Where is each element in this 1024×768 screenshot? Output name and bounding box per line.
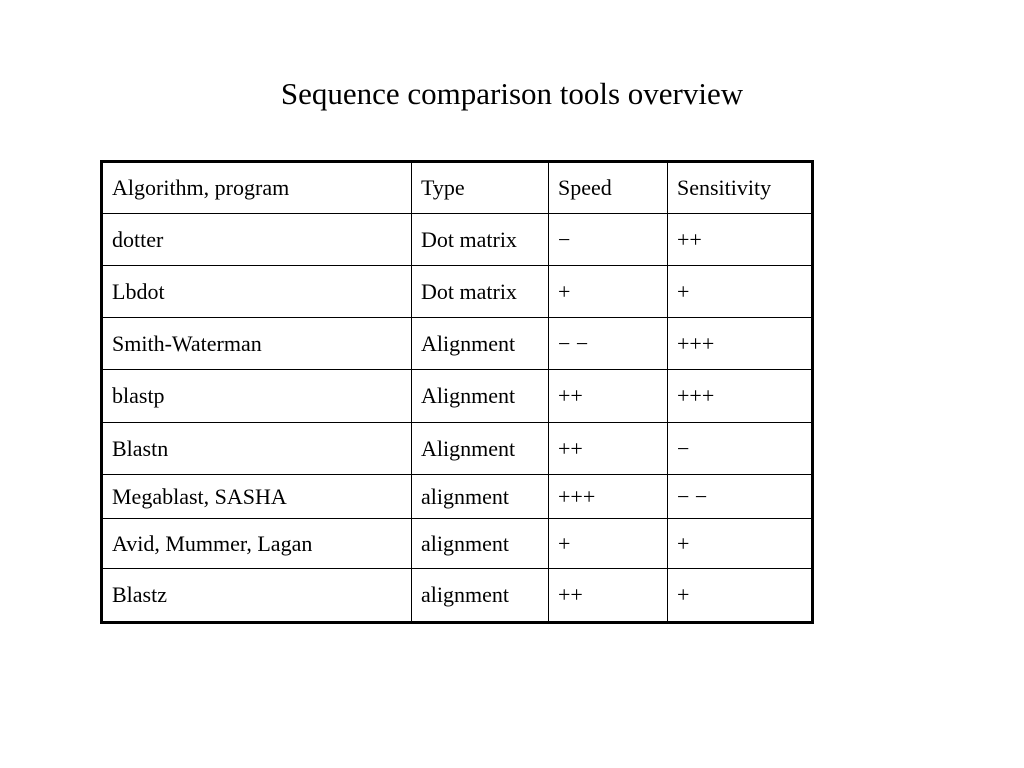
column-header-sensitivity: Sensitivity bbox=[668, 162, 813, 214]
cell-algorithm: dotter bbox=[102, 214, 412, 266]
table-row bbox=[102, 370, 813, 423]
cell-sensitivity: +++ bbox=[668, 318, 813, 370]
cell-type: Alignment bbox=[412, 318, 549, 370]
table-row bbox=[102, 318, 813, 370]
cell-speed: + bbox=[549, 519, 668, 569]
cell-type: Dot matrix bbox=[412, 266, 549, 318]
table-row bbox=[102, 475, 813, 519]
table-row bbox=[102, 569, 813, 623]
cell-speed: ++ bbox=[549, 569, 668, 623]
cell-algorithm: Blastn bbox=[102, 423, 412, 475]
cell-sensitivity: ++ bbox=[668, 214, 813, 266]
table-row bbox=[102, 423, 813, 475]
cell-algorithm: Lbdot bbox=[102, 266, 412, 318]
table-header-row bbox=[102, 162, 813, 214]
cell-type: Alignment bbox=[412, 423, 549, 475]
cell-speed: +++ bbox=[549, 475, 668, 519]
cell-sensitivity: +++ bbox=[668, 370, 813, 423]
cell-speed: + bbox=[549, 266, 668, 318]
cell-algorithm: Blastz bbox=[102, 569, 412, 623]
cell-sensitivity: + bbox=[668, 519, 813, 569]
column-header-algorithm: Algorithm, program bbox=[102, 162, 412, 214]
cell-sensitivity: + bbox=[668, 569, 813, 623]
cell-sensitivity: − bbox=[668, 423, 813, 475]
cell-algorithm: blastp bbox=[102, 370, 412, 423]
cell-algorithm: Megablast, SASHA bbox=[102, 475, 412, 519]
cell-speed: − bbox=[549, 214, 668, 266]
cell-type: Dot matrix bbox=[412, 214, 549, 266]
cell-speed: ++ bbox=[549, 423, 668, 475]
table-row bbox=[102, 266, 813, 318]
comparison-table bbox=[100, 160, 814, 624]
cell-type: Alignment bbox=[412, 370, 549, 423]
cell-speed: − − bbox=[549, 318, 668, 370]
cell-type: alignment bbox=[412, 475, 549, 519]
slide-title: Sequence comparison tools overview bbox=[280, 76, 744, 111]
cell-sensitivity: + bbox=[668, 266, 813, 318]
cell-type: alignment bbox=[412, 569, 549, 623]
cell-algorithm: Avid, Mummer, Lagan bbox=[102, 519, 412, 569]
table-row bbox=[102, 214, 813, 266]
column-header-type: Type bbox=[412, 162, 549, 214]
cell-algorithm: Smith-Waterman bbox=[102, 318, 412, 370]
cell-sensitivity: − − bbox=[668, 475, 813, 519]
cell-type: alignment bbox=[412, 519, 549, 569]
table-row bbox=[102, 519, 813, 569]
column-header-speed: Speed bbox=[549, 162, 668, 214]
cell-speed: ++ bbox=[549, 370, 668, 423]
